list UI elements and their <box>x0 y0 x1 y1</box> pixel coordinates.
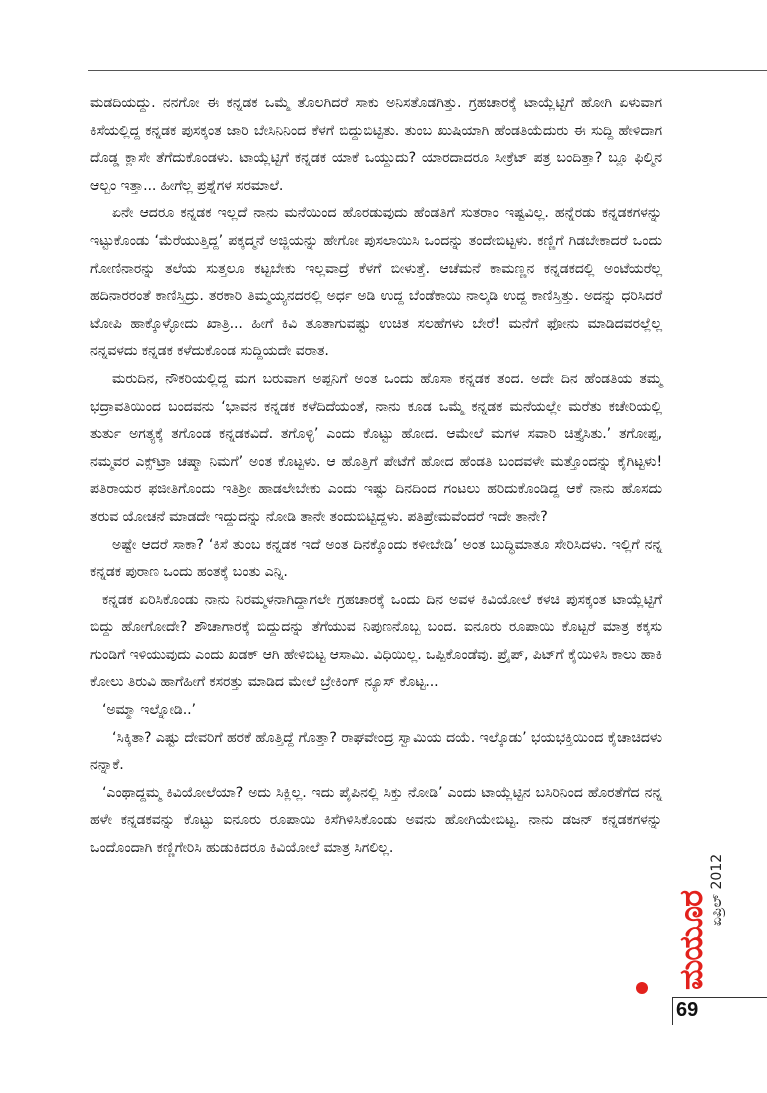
paragraph-8: ‘ಎಂಥಾದ್ದಮ್ಮ ಕಿವಿಯೋಲೆಯಾ? ಅದು ಸಿಕ್ಲಿಲ್ಲ. ಇದು ಪೈಪಿನಲ್ಲಿ ಸಿಕ್ತು ನೋಡಿ’ ಎಂದು ಟಾಯ್ಲೆಟ್ಟಿನ ಬಸಿರಿನಿಂದ ಹೊರತೆಗೆದ ನನ್ನ ಹಳೇ ಕನ್ನಡಕವನ್ನು ಕೊಟ್ಟು ಐನೂರು ರೂಪಾಯಿ ಕಿಸೆಗಿಳಿಸಿಕೊಂಡು ಅವನು ಹೋಗಿಯೇಬಿಟ್ಟ. ನಾನು ಡಜನ್ ಕನ್ನಡಕಗಳನ್ನು ಒಂದೊಂದಾಗಿ ಕಣ್ಣಿಗೇರಿಸಿ ಹುಡುಕಿದರೂ ಕಿವಿಯೋಲೆ ಮಾತ್ರ ಸಿಗಲಿಲ್ಲ. <box>90 784 662 857</box>
paragraph-6: ‘ಅಮ್ಮಾ ಇಲ್ನೋಡಿ..’ <box>102 702 196 719</box>
paragraph-5: ಕನ್ನಡಕ ಏರಿಸಿಕೊಂಡು ನಾನು ನಿರಮ್ಮಳನಾಗಿದ್ದಾಗಲೇ ಗ್ರಹಚಾರಕ್ಕೆ ಒಂದು ದಿನ ಅವಳ ಕಿವಿಯೋಲೆ ಕಳಚಿ ಪುಸಕ್ಕಂತ ಟಾಯ್ಲೆಟ್ಟಿಗೆ ಬಿದ್ದು ಹೋಗೋದೇ? ಶೌಚಾಗಾರಕ್ಕೆ ಬಿದ್ದುದನ್ನು ತೆಗೆಯುವ ನಿಪುಣನೊಬ್ಬ ಬಂದ. ಐನೂರು ರೂಪಾಯಿ ಕೊಟ್ಟರೆ ಮಾತ್ರ ಕಕ್ಕಸು ಗುಂಡಿಗೆ ಇಳಿಯುವುದು ಎಂದು ಖಡಕ್ ಆಗಿ ಹೇಳಿಬಿಟ್ಟ ಆಸಾಮಿ. ವಿಧಿಯಿಲ್ಲ. ಒಪ್ಪಿಕೊಂಡೆವು. ಪ್ರೈಪ್, ಪಿಟ್‌ಗೆ ಕೈಯಿಳಿಸಿ ಕಾಲು ಹಾಕಿ ಕೋಲು ತಿರುವಿ ಹಾಗೆಹೀಗೆ ಕಸರತ್ತು ಮಾಡಿದ ಮೇಲೆ ಬ್ರೇಕಿಂಗ್ ನ್ಯೂಸ್ ಕೊಟ್ಟ... <box>90 591 662 691</box>
paragraph-2: ಏನೇ ಆದರೂ ಕನ್ನಡಕ ಇಲ್ಲದೆ ನಾನು ಮನೆಯಿಂದ ಹೊರಡುವುದು ಹೆಂಡತಿಗೆ ಸುತರಾಂ ಇಷ್ಟವಿಲ್ಲ. ಹನ್ನೆರಡು ಕನ್ನಡಕಗಳನ್ನು ಇಟ್ಟುಕೊಂಡು ‘ಮೆರೆಯುತ್ತಿದ್ದ’ ಪಕ್ಕದ್ಮನೆ ಅಜ್ಜಿಯನ್ನು ಹೇಗೋ ಪುಸಲಾಯಿಸಿ ಒಂದನ್ನು ತಂದೇಬಿಟ್ಟಳು. ಕಣ್ಣಿಗೆ ಗಿಡಬೇಕಾದರೆ ಒಂದು ಗೋಣಿನಾರನ್ನು ತಲೆಯ ಸುತ್ತಲೂ ಕಟ್ಟಬೇಕು ಇಲ್ಲವಾದ್ರೆ ಕೆಳಗೆ ಬೀಳುತ್ತೆ. ಆಚೆಮನೆ ಕಾಮಣ್ಣನ ಕನ್ನಡಕದಲ್ಲಿ ಅಂಟೆಯರೆಲ್ಲ ಹದಿನಾರರಂತೆ ಕಾಣಿಸ್ತಿದ್ರು. ತರಕಾರಿ ತಿಮ್ಮಯ್ಯನದರಲ್ಲಿ ಅರ್ಧ ಅಡಿ ಉದ್ದ ಬೆಂಡೆಕಾಯಿ ನಾಲ್ಕಡಿ ಉದ್ದ ಕಾಣಿಸ್ತಿತ್ತು. ಅದನ್ನು ಧರಿಸಿದರೆ ಟೋಪಿ ಹಾಕ್ಕೊಳ್ಳೋದು ಖಾತ್ರಿ... ಹೀಗೆ ಕಿವಿ ತೂತಾಗುವಷ್ಟು ಉಚಿತ ಸಲಹೆಗಳು ಬೇರೆ! ಮನೆಗೆ ಫೋನು ಮಾಡಿದವರಲ್ಲೆಲ್ಲ ನನ್ನವಳದು ಕನ್ನಡಕ ಕಳೆದುಕೊಂಡ ಸುದ್ದಿಯದೇ ವರಾತ. <box>90 205 662 360</box>
paragraph-7: ‘ಸಿಕ್ಕಿತಾ? ಎಷ್ಟು ದೇವರಿಗೆ ಹರಕೆ ಹೊತ್ತಿದ್ದೆ ಗೊತ್ತಾ? ರಾಘವೇಂದ್ರ ಸ್ವಾಮಿಯ ದಯೆ. ಇಲ್ಕೊಡು’ ಭಯಭಕ್ತಿಯಿಂದ ಕೈಚಾಚಿದಳು ನನ್ನಾಕೆ. <box>90 729 662 774</box>
paragraph-4: ಅಷ್ಟೇ ಆದರೆ ಸಾಕಾ? ‘ಕಿಸೆ ತುಂಬ ಕನ್ನಡಕ ಇದೆ ಅಂತ ದಿನಕ್ಕೊಂದು ಕಳೀಬೇಡಿ’ ಅಂತ ಬುದ್ಧಿಮಾತೂ ಸೇರಿಸಿದಳು. ಇಲ್ಲಿಗೆ ನನ್ನ ಕನ್ನಡಕ ಪುರಾಣ ಒಂದು ಹಂತಕ್ಕೆ ಬಂತು ಎನ್ನಿ. <box>90 536 662 581</box>
magazine-logo-text: ಮಯೂರ <box>672 890 711 990</box>
folio-rule <box>672 997 767 998</box>
folio-separator <box>672 997 673 1025</box>
paragraph-1: ಮಡದಿಯದ್ದು. ನನಗೋ ಈ ಕನ್ನಡಕ ಒಮ್ಮೆ ತೊಲಗಿದರೆ ಸಾಕು ಅನಿಸತೊಡಗಿತ್ತು. ಗ್ರಹಚಾರಕ್ಕೆ ಟಾಯ್ಲೆಟ್ಟಿಗೆ ಹೋಗಿ ಏಳುವಾಗ ಕಿಸೆಯಲ್ಲಿದ್ದ ಕನ್ನಡಕ ಪುಸಕ್ಕಂತ ಜಾರಿ ಬೇಸಿನಿನಿಂದ ಕೆಳಗೆ ಬಿದ್ದುಬಿಟ್ಟಿತು. ತುಂಬ ಖುಷಿಯಾಗಿ ಹೆಂಡತಿಯೆದುರು ಈ ಸುದ್ದಿ ಹೇಳಿದಾಗ ದೊಡ್ಡ ಕ್ಲಾಸೇ ತೆಗೆದುಕೊಂಡಳು. ಟಾಯ್ಲೆಟ್ಟಿಗೆ ಕನ್ನಡಕ ಯಾಕೆ ಒಯ್ದುದು? ಯಾರದಾದರೂ ಸೀಕ್ರೆಟ್ ಪತ್ರ ಬಂದಿತ್ತಾ? ಬ್ಲೂ ಫಿಲ್ಮಿನ ಆಲ್ಬಂ ಇತ್ತಾ... ಹೀಗೆಲ್ಲ ಪ್ರಶ್ನೆಗಳ ಸರಮಾಲೆ. <box>90 95 662 194</box>
issue-date-text: ಏಪ್ರಿಲ್ 2012 <box>709 853 725 927</box>
article-body <box>90 90 662 863</box>
paragraph-3: ಮರುದಿನ, ನೌಕರಿಯಲ್ಲಿದ್ದ ಮಗ ಬರುವಾಗ ಅಪ್ಪನಿಗೆ ಅಂತ ಒಂದು ಹೊಸಾ ಕನ್ನಡಕ ತಂದ. ಅದೇ ದಿನ ಹೆಂಡತಿಯ ತಮ್ಮ ಭದ್ರಾವತಿಯಿಂದ ಬಂದವನು ‘ಭಾವನ ಕನ್ನಡಕ ಕಳೆದಿದೆಯಂತೆ, ನಾನು ಕೂಡ ಒಮ್ಮೆ ಕನ್ನಡಕ ಮನೆಯಲ್ಲೇ ಮರೆತು ಕಚೇರಿಯಲ್ಲಿ ತುರ್ತು ಅಗತ್ಯಕ್ಕೆ ತಗೊಂಡ ಕನ್ನಡಕವಿದೆ. ತಗೊಳ್ಳಿ’ ಎಂದು ಕೊಟ್ಟು ಹೋದ. ಆಮೇಲೆ ಮಗಳ ಸವಾರಿ ಚಿತ್ತೈಸಿತು.’ ತಗೋಪ್ಪ, ನಮ್ಮವರ ಎಕ್ಸ್‌ಟ್ರಾ ಚಷ್ಮಾ ನಿಮಗೆ’ ಅಂತ ಕೊಟ್ಟಳು. ಆ ಹೊತ್ತಿಗೆ ಪೇಟೆಗೆ ಹೋದ ಹೆಂಡತಿ ಬಂದವಳೇ ಮತ್ತೊಂದನ್ನು ಕೈಗಿಟ್ಟಳು! ಪತಿರಾಯರ ಫಜೀತಿಗೊಂದು ಇತಿಶ್ರೀ ಹಾಡಲೇಬೇಕು ಎಂದು ಇಷ್ಟು ದಿನದಿಂದ ಗಂಟಲು ಹರಿದುಕೊಂಡಿದ್ದ ಆಕೆ ನಾನು ಹೊಸದು ತರುವ ಯೋಚನೆ ಮಾಡದೇ ಇದ್ದುದನ್ನು ನೋಡಿ ತಾನೇ ತಂದುಬಿಟ್ಟಿದ್ದಳು. ಪತಿಪ್ರೇಮವೆಂದರೆ ಇದೇ ತಾನೇ? <box>90 370 662 525</box>
top-rule <box>88 70 767 71</box>
page-number: 69 <box>676 999 699 1021</box>
accent-dot-icon <box>636 982 648 994</box>
magazine-logo <box>672 888 711 992</box>
